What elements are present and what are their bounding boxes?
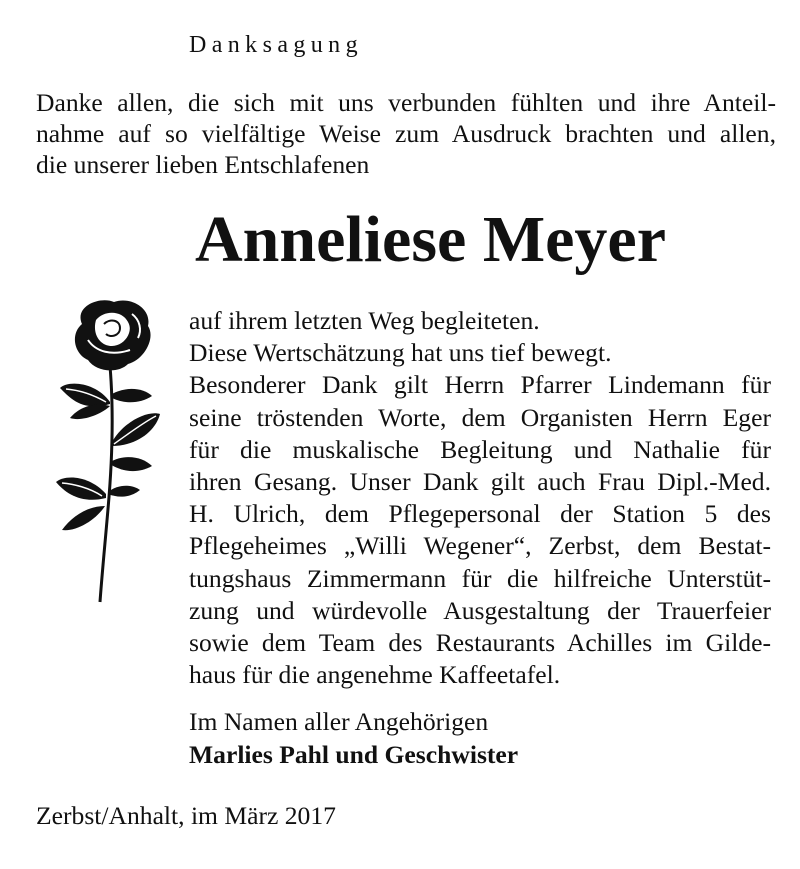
body-line: zung und würdevolle Ausgestaltung der Trauerfeier xyxy=(189,595,771,625)
body-line: tungshaus Zimmermann für die hilfreiche Unterstüt- xyxy=(189,563,771,593)
rose-icon xyxy=(52,294,167,606)
intro-line: die unserer lieben Entschlafenen xyxy=(36,150,370,179)
signature-block xyxy=(189,705,518,771)
body-line: sowie dem Team des Restaurants Achilles im Gilde- xyxy=(189,628,771,658)
intro-paragraph xyxy=(36,87,776,180)
body-line: Diese Wertschätzung hat uns tief bewegt. xyxy=(189,338,612,368)
body-line: seine tröstenden Worte, dem Organisten Herrn Eger xyxy=(189,402,771,432)
body-line: H. Ulrich, dem Pflegepersonal der Station 5 des xyxy=(189,499,771,529)
body-line: Besonderer Dank gilt Herrn Pfarrer Lindemann für xyxy=(189,370,771,400)
body-line: haus für die angenehme Kaffeetafel. xyxy=(189,660,561,690)
notice-title: Danksagung xyxy=(189,32,363,58)
deceased-name: Anneliese Meyer xyxy=(195,203,666,276)
intro-line: Danke allen, die sich mit uns verbunden fühlten und ihre Anteil- xyxy=(36,88,776,117)
signature-preamble: Im Namen aller Angehörigen xyxy=(189,707,489,736)
place-date: Zerbst/Anhalt, im März 2017 xyxy=(36,801,336,830)
body-line: ihren Gesang. Unser Dank gilt auch Frau Dipl.-Med. xyxy=(189,467,771,497)
intro-line: nahme auf so vielfältige Weise zum Ausdruck brachten und allen, xyxy=(36,119,776,148)
body-paragraph xyxy=(189,305,771,691)
body-line: für die muskalische Begleitung und Nathalie für xyxy=(189,434,771,464)
body-line: Pflegeheimes „Willi Wegener“, Zerbst, dem Bestat- xyxy=(189,531,771,561)
body-line: auf ihrem letzten Weg begleiteten. xyxy=(189,306,540,335)
signature-names: Marlies Pahl und Geschwister xyxy=(189,740,519,769)
